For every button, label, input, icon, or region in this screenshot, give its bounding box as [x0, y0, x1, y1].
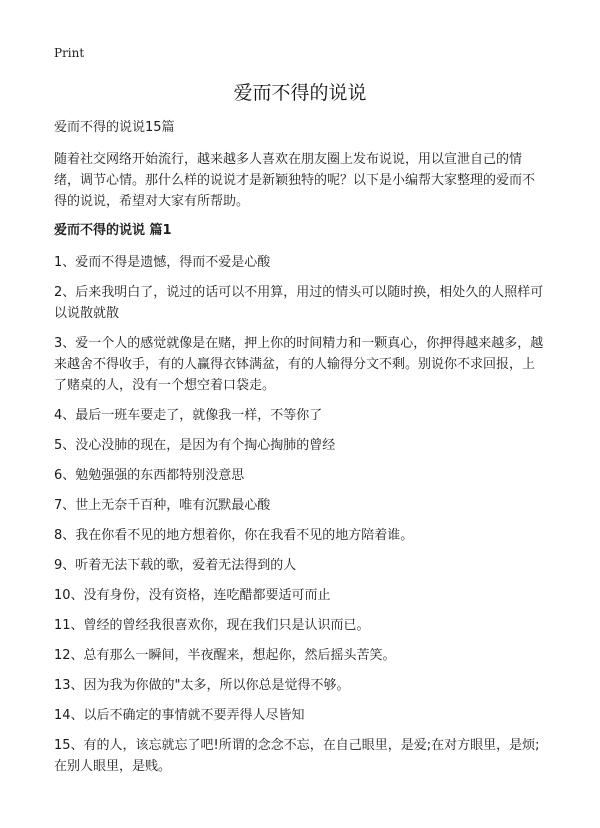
list-item: 14、以后不确定的事情就不要弄得人尽皆知	[54, 708, 305, 723]
article-body	[54, 119, 544, 786]
list-item: 1、爱而不得是遗憾，得而不爱是心酸	[54, 255, 271, 270]
print-link[interactable]: Print	[54, 46, 85, 60]
list-item: 8、我在你看不见的地方想着你，你在我看不见的地方陪着谁。	[54, 528, 414, 543]
intro-paragraph: 随着社交网络开始流行，越来越多人喜欢在朋友圈上发布说说，用以宣泄自己的情绪，调节心情。那什么样的说说才是新颖独特的呢？以下是小编帮大家整理的爱而不得的说说，希望对大家有所帮助。	[54, 152, 536, 209]
list-item: 11、曾经的曾经我很喜欢你，现在我们只是认识而已。	[54, 618, 370, 633]
list-item: 10、没有身份，没有资格，连吃醋都要适可而止	[54, 588, 331, 603]
list-item: 6、勉勉强强的东西都特别没意思	[54, 468, 245, 483]
list-item: 9、听着无法下载的歌，爱着无法得到的人	[54, 558, 297, 573]
list-item: 5、没心没肺的现在，是因为有个掏心掏肺的曾经	[54, 438, 336, 453]
list-item: 7、世上无奈千百种，唯有沉默最心酸	[54, 498, 271, 513]
article-subtitle: 爱而不得的说说15篇	[54, 120, 175, 135]
list-item: 13、因为我为你做的"太多，所以你总是觉得不够。	[54, 678, 350, 693]
page-title: 爱而不得的说说	[233, 82, 367, 104]
list-item: 4、最后一班车要走了，就像我一样，不等你了	[54, 408, 323, 423]
section-heading: 爱而不得的说说 篇1	[54, 223, 172, 238]
list-item: 2、后来我明白了，说过的话可以不用算，用过的情头可以随时换，相处久的人照样可以说散就散	[54, 285, 544, 321]
list-item: 15、有的人，该忘就忘了吧!所谓的念念不忘，在自己眼里，是爱;在对方眼里，是烦;在别人眼里，是贱。	[54, 738, 540, 774]
list-item: 12、总有那么一瞬间，半夜醒来，想起你，然后摇头苦笑。	[54, 648, 396, 663]
list-item: 3、爱一个人的感觉就像是在赌，押上你的时间精力和一颗真心，你押得越来越多，越来越舍不得收手，有的人赢得衣钵满盆，有的人输得分文不剩。别说你不求回报，上了赌桌的人，没有一个想空着口袋走。	[54, 336, 544, 393]
